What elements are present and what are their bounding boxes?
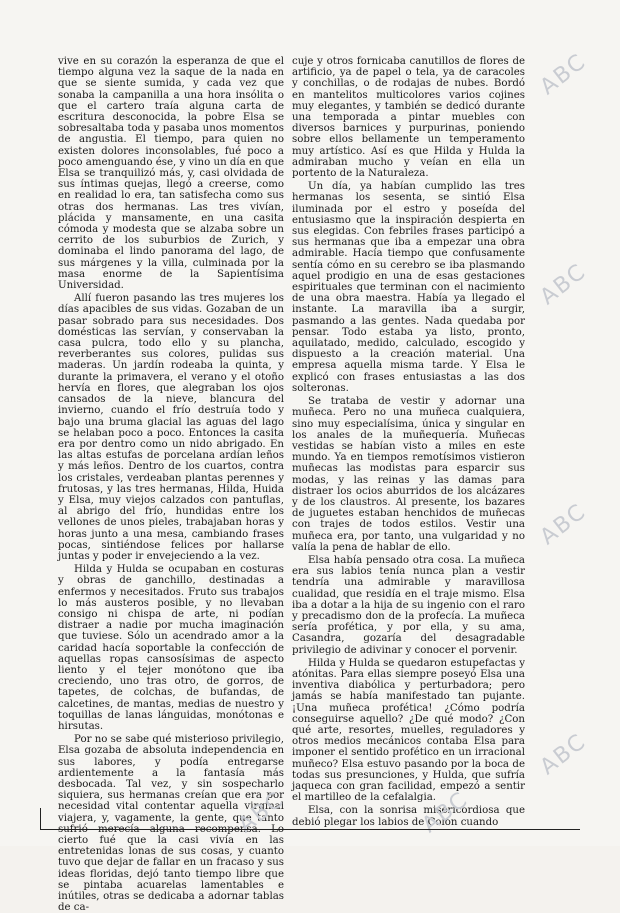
paragraph: Hilda y Hulda se quedaron estupefactas y atónitas. Para ellas siempre poseyó Elsa una inventiva diabólica y perturbadora; pero jamás se había manifestado tan pujante. ¡Una muñeca profética! ¿Cómo podría conseguirse aquello? ¿De qué modo? ¿Con qué arte, resortes, muelles, reguladores y otros medios mecánicos contaba Elsa para imponer el sentido profético en un irracional muñeco? Elsa estuvo pasando por la boca de todas sus presunciones, y Hulda, que sufría jaqueca con gran facilidad, empezó a sentir el martilleo de la cefalalgia. bbox=[292, 657, 525, 804]
paragraph: cuje y otros fornicaba canutillos de flores de artificio, ya de papel o tela, ya de caracoles y conchillas, o de rodajas de nubes. Bordó en mantelitos multicolores varios cojines muy elegantes, y también se dedicó durante una temporada a pintar muebles con diversos barnices y purpurinas, poniendo sobre ellos bellamente un temperamento muy artístico. Así es que Hilda y Hulda la admiraban mucho y veían en ella un portento de la Naturaleza. bbox=[292, 56, 525, 180]
watermark: ABC bbox=[535, 258, 592, 311]
page-border-left bbox=[40, 808, 41, 830]
paragraph: Hilda y Hulda se ocupaban en costuras y obras de ganchillo, destinadas a enfermos y necesitados. Fruto sus trabajos lo más austeros posible, y no llevaban consigo ni chispa de arte, ni podían distraer a nadie por mucha imaginación que tuviese. Sólo un acendrado amor a la caridad hacía soportable la confección de aquellas ropas cansosísimas de aspecto liento y el tejer monótono que iba creciendo, uno tras otro, de gorros, de tapetes, de colchas, de bufandas, de calcetines, de mantas, medias de nuestro y toquillas de lanas lánguidas, monótonas e hirsutas. bbox=[58, 564, 284, 732]
watermark: ABC bbox=[535, 48, 592, 101]
article-column-left bbox=[58, 56, 284, 913]
page-border-bottom bbox=[40, 829, 580, 830]
watermark: ABC bbox=[233, 786, 290, 839]
article-column-right bbox=[292, 56, 525, 832]
paragraph: Se trataba de vestir y adornar una muñeca. Pero no una muñeca cualquiera, sino muy especialísima, única y singular en los anales de la muñequería. Muñecas vestidas se habían visto a miles en este mundo. Ya en tiempos remotísimos vistieron muñecas las modistas para esparcir sus modas, y las reinas y las damas para distraer los ocios aburridos de los alcázares y de los claustros. Al presente, los bazares de juguetes estaban henchidos de muñecas con trajes de todos estilos. Vestir una muñeca era, por tanto, una vulgaridad y no valía la pena de hablar de ello. bbox=[292, 396, 525, 553]
paragraph: Elsa, con la sonrisa misericordiosa que debió plegar los labios de Colón cuando bbox=[292, 805, 525, 828]
paragraph: Elsa había pensado otra cosa. La muñeca era sus labios tenía nunca plan a vestir tendría una admirable y maravillosa cualidad, que residía en el traje mismo. Elsa iba a dotar a la hija de su ingenio con el raro y precadismo don de la profecía. La muñeca sería profética, y por ella, y su ama, Casandra, gozaría del desagradable privilegio de adivinar y conocer el porvenir. bbox=[292, 554, 525, 656]
paragraph: Por no se sabe qué misterioso privilegio, Elsa gozaba de absoluta independencia en sus labores, y podía entregarse ardientemente a la fantasía más desbocada. Tal vez, y sin sospecharlo siquiera, sus hermanas creían que era por necesidad vital contentar aquella virginal viajera, y, vagamente, la gente, que tanto sufrió merecía alguna recompensa. Lo cierto fué que la casi vivía en las entretenidas lonas de sus cosas, y cuanto tuvo que dejar de fallar en un fracaso y sus ideas floridas, dejó tanto tiempo libre que se pintaba acuarelas lamentables e inútiles, otras se dedicaba a adornar tablas de ca- bbox=[58, 734, 284, 913]
watermark: ABC bbox=[535, 498, 592, 551]
paragraph: vive en su corazón la esperanza de que el tiempo alguna vez la saque de la nada en que se siente sumida, y cada vez que sonaba la campanilla a una hora insólita o que el cartero traía alguna carta de escritura desconocida, la pobre Elsa se sobresaltaba toda y pasaba unos momentos de angustia. El tiempo, para quien no existen dolores inconsolables, fué poco a poco amenguando ése, y vino un día en que Elsa se tranquilizó más, y, casi olvidada de sus íntimas quejas, llegó a creerse, como en realidad lo era, tan satisfecha como sus otras dos hermanas. Las tres vivían, plácida y mansamente, en una casita cómoda y modesta que se alzaba sobre un cerrito de los suburbios de Zurich, y dominaba el lindo panorama del lago, de sus márgenes y la villa, culminada por la masa enorme de la Sapientísima Universidad. bbox=[58, 56, 284, 292]
paragraph: Un día, ya habían cumplido las tres hermanas los sesenta, se sintió Elsa iluminada por el estro y poseída del entusiasmo que la inspiración despierta en sus elegidas. Con febriles frases participó a sus hermanas que iba a empezar una obra admirable. Hacía tiempo que confusamente sentía cómo en su cerebro se iba plasmando aquel prodigio en una de esas gestaciones espirituales que terminan con el nacimiento de una obra maestra. Había ya llegado el instante. La maravilla iba a surgir, pasmando a las gentes. Nada quedaba por pensar. Todo estaba ya listo, pronto, aquilatado, medido, calculado, escogido y dispuesto a la creación material. Una empresa aquella misma tarde. Y Elsa le explicó con frases entusiastas a las dos solteronas. bbox=[292, 181, 525, 394]
watermark: ABC bbox=[417, 786, 474, 839]
watermark: ABC bbox=[535, 728, 592, 781]
paragraph: Allí fueron pasando las tres mujeres los días apacibles de sus vidas. Gozaban de un pasar sobrado para sus necesidades. Dos domésticas las servían, y conservaban la casa pulcra, todo ello y su plancha, reverberantes sus colores, pulidas sus maderas. Un jardín rodeaba la quinta, y durante la primavera, el verano y el otoño hervía en flores, que alegraban los ojos cansados de la nieve, blancura del invierno, cuando el frío destruía todo y bajo una bruma glacial las aguas del lago se helaban poco a poco. Entonces la casita era por dentro como un nido abrigado. En las altas estufas de porcelana ardían leños y más leños. Dentro de los cuartos, contra los cristales, verdeaban plantas perennes y frutosas, y las tres hermanas, Hilda, Huida y Elsa, muy viejos calzados con pantuflas, al abrigo del frío, hundidas entre los vellones de unos pieles, trabajaban horas y horas junto a una mesa, cambiando frases pocas, sintiéndose felices por hallarse juntas y poder ir envejeciendo a la vez. bbox=[58, 293, 284, 562]
